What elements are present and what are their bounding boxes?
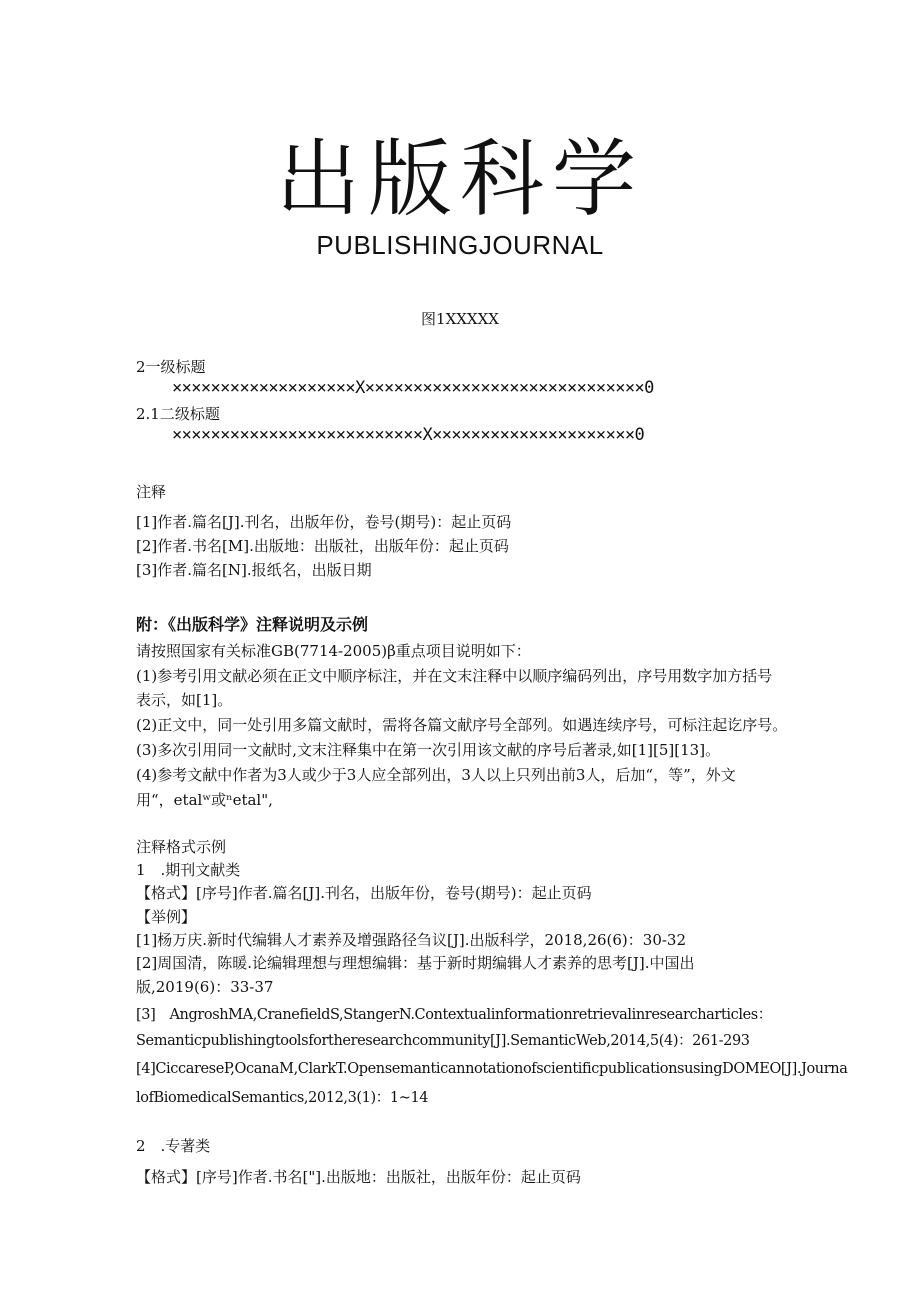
format-line-monograph: 【格式】[序号]作者.书名["].出版地：出版社，出版年份：起止页码 [136, 1168, 581, 1186]
note-item: [3]作者.篇名[N].报纸名，出版日期 [136, 561, 372, 579]
examples-subheading-journal: 1 .期刊文献类 [136, 861, 241, 879]
appendix-rule: 用“，etalʷ或ⁿetal", [136, 791, 273, 809]
note-item: [2]作者.书名[M].出版地：出版社，出版年份：起止页码 [136, 537, 509, 555]
appendix-rule: (2)正文中，同一处引用多篇文献时，需将各篇文献序号全部列。如遇连续序号，可标注起讫序号。 [136, 716, 788, 734]
section-body-level1: ×××××××××××××××××××X×××××××××××××××××××××××××××××0 [172, 378, 654, 398]
format-line-journal: 【格式】[序号]作者.篇名[J].刊名，出版年份，卷号(期号)：起止页码 [136, 884, 592, 902]
example-item-continued: lofBiomedicalSemantics,2012,3(1)：1~14 [136, 1090, 429, 1106]
examples-subheading-monograph: 2 .专著类 [136, 1137, 211, 1155]
section-heading-level2: 2.1二级标题 [136, 405, 220, 423]
journal-subtitle: PUBLISHINGJOURNAL [316, 230, 604, 260]
notes-heading: 注释 [136, 483, 167, 501]
appendix-intro: 请按照国家有关标准GB(7714-2005)β重点项目说明如下： [136, 642, 531, 660]
example-item: [2]周国清，陈暖.论编辑理想与理想编辑：基于新时期编辑人才素养的思考[J].中国出 [136, 954, 695, 972]
section-heading-level1: 2一级标题 [136, 358, 206, 376]
example-item-continued: 版,2019(6)：33-37 [136, 978, 274, 996]
examples-heading: 注释格式示例 [136, 838, 227, 856]
appendix-rule: (4)参考文献中作者为3人或少于3人应全部列出，3人以上只列出前3人，后加“，等”，外文 [136, 766, 736, 784]
example-item: [3] AngroshMA,CranefieldS,StangerN.Contextualinformationretrievalinresearcharticles： [136, 1007, 772, 1023]
appendix-heading: 附：《出版科学》注释说明及示例 [136, 617, 369, 634]
appendix-rule: (3)多次引用同一文献时,文末注释集中在第一次引用该文献的序号后著录,如[1][5][13]。 [136, 741, 721, 759]
section-body-level2: ××××××××××××××××××××××××××X×××××××××××××××××××××0 [172, 425, 645, 445]
example-item: [1]杨万庆.新时代编辑人才素养及增强路径刍议[J].出版科学，2018,26(6)：30-32 [136, 931, 687, 949]
note-item: [1]作者.篇名[J].刊名，出版年份，卷号(期号)：起止页码 [136, 513, 512, 531]
example-item: [4]CiccareseP,OcanaM,ClarkT.OpensemanticannotationofscientificpublicationsusingDOMEO[J].Journa [136, 1061, 848, 1077]
example-label: 【举例】 [136, 908, 197, 926]
appendix-rule: 表示，如[1]。 [136, 691, 233, 709]
journal-title: 出版科学 [275, 130, 644, 228]
example-item-continued: Semanticpublishingtoolsfortheresearchcommunity[J].SemanticWeb,2014,5(4)：261-293 [136, 1033, 750, 1049]
appendix-rule: (1)参考引用文献必须在正文中顺序标注，并在文末注释中以顺序编码列出，序号用数字加方括号 [136, 667, 773, 685]
figure-caption: 图1XXXXX [421, 310, 499, 328]
